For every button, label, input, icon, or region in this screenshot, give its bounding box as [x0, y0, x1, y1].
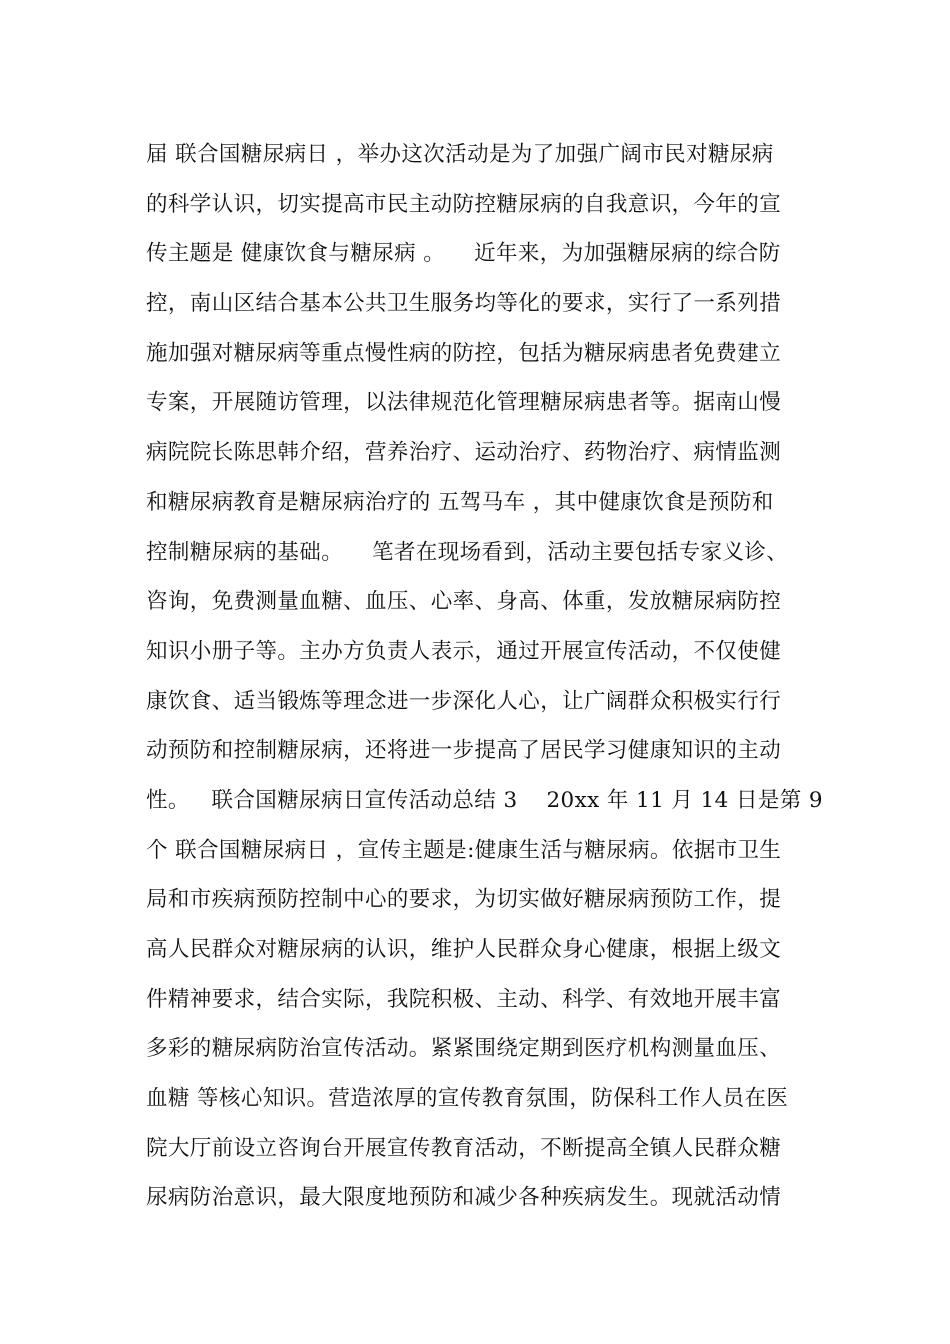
text-line: 多彩的糖尿病防治宣传活动。紧紧围绕定期到医疗机构测量血压、 [146, 1036, 782, 1062]
text-line: 病院院长陈思韩介绍，营养治疗、运动治疗、药物治疗、病情监测 [146, 440, 782, 466]
text-line: 局和市疾病预防控制中心的要求，为切实做好糖尿病预防工作，提 [146, 887, 782, 913]
text-line: 施加强对糖尿病等重点慢性病的防控，包括为糖尿病患者免费建立 [146, 340, 782, 366]
text-line: 控制糖尿病的基础。 笔者在现场看到，活动主要包括专家义诊、 [146, 539, 789, 565]
text-line: 专案，开展随访管理，以法律规范化管理糖尿病患者等。据南山慢 [146, 390, 782, 416]
text-line: 动预防和控制糖尿病，还将进一步提高了居民学习健康知识的主动 [146, 738, 782, 764]
text-line: 血糖 等核心知识。营造浓厚的宣传教育氛围，防保科工作人员在医 [146, 1086, 789, 1112]
text-line: 院大厅前设立咨询台开展宣传教育活动，不断提高全镇人民群众糖 [146, 1135, 782, 1161]
text-line: 传主题是 健康饮食与糖尿病 。 近年来，为加强糖尿病的综合防 [146, 241, 781, 267]
text-line: 和糖尿病教育是糖尿病治疗的 五驾马车 ，其中健康饮食是预防和 [146, 489, 774, 515]
text-line: 高人民群众对糖尿病的认识，维护人民群众身心健康，根据上级文 [146, 937, 782, 962]
text-line: 控，南山区结合基本公共卫生服务均等化的要求，实行了一系列措 [146, 291, 782, 317]
text-line: 件精神要求，结合实际，我院积极、主动、科学、有效地开展丰富 [146, 986, 782, 1012]
text-line: 个 联合国糖尿病日 ，宣传主题是:健康生活与糖尿病。依据市卫生 [146, 837, 782, 863]
body-text [146, 130, 823, 1223]
text-line: 的科学认识，切实提高市民主动防控糖尿病的自我意识，今年的宣 [146, 191, 782, 217]
text-line: 尿病防治意识，最大限度地预防和减少各种疾病发生。现就活动情 [146, 1185, 782, 1211]
text-line: 届 联合国糖尿病日 ，举办这次活动是为了加强广阔市民对糖尿病 [146, 142, 774, 167]
text-line: 性。 联合国糖尿病日宣传活动总结 3 20xx 年 11 月 14 日是第 9 [146, 787, 823, 813]
text-line: 知识小册子等。主办方负责人表示，通过开展宣传活动，不仅使健 [146, 638, 782, 664]
text-line: 康饮食、适当锻炼等理念进一步深化人心，让广阔群众积极实行行 [146, 688, 782, 714]
text-line: 咨询，免费测量血糖、血压、心率、身高、体重，发放糖尿病防控 [146, 589, 782, 615]
